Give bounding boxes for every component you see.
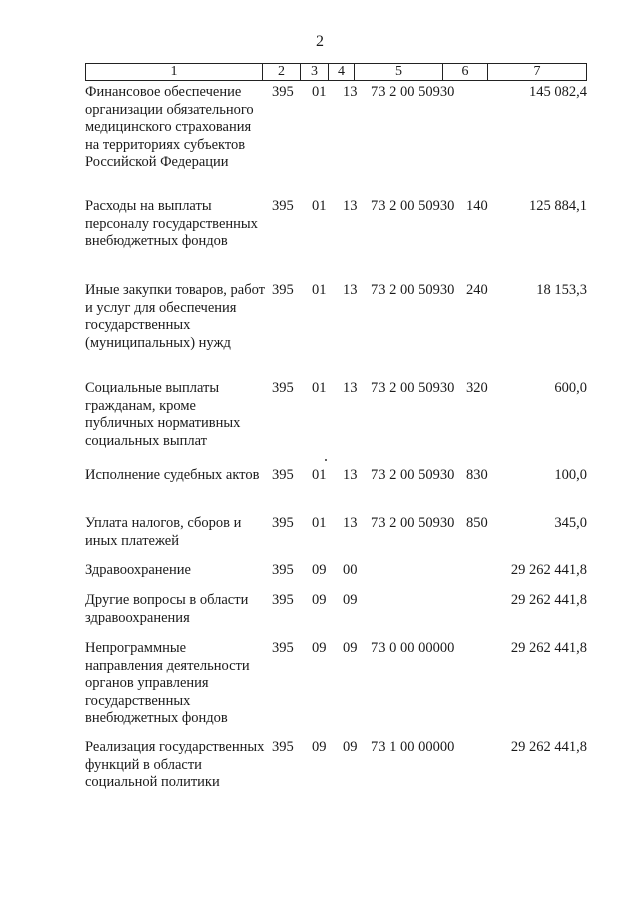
header-col-4: 4: [329, 64, 355, 80]
header-col-6: 6: [443, 64, 488, 80]
row-subsection-code: 13: [343, 84, 358, 100]
header-col-5: 5: [355, 64, 443, 80]
row-section-code: 01: [312, 282, 327, 298]
row-amount: 100,0: [554, 467, 587, 483]
row-target-item: 73 2 00 50930: [371, 467, 455, 483]
row-ministry-code: 395: [272, 282, 294, 298]
row-target-item: 73 1 00 00000: [371, 739, 455, 755]
row-subsection-code: 13: [343, 282, 358, 298]
row-target-item: 73 2 00 50930: [371, 84, 455, 100]
row-section-code: 01: [312, 467, 327, 483]
row-name: Социальные выплаты гражданам, кроме публичных нормативных социальных выплат: [85, 380, 241, 449]
row-subsection-code: 09: [343, 739, 358, 755]
row-ministry-code: 395: [272, 739, 294, 755]
row-ministry-code: 395: [272, 640, 294, 656]
row-name: Иные закупки товаров, работ и услуг для обеспечения государственных (муниципальных) нужд: [85, 282, 266, 351]
row-expense-type: 830: [466, 467, 488, 483]
row-name: Другие вопросы в области здравоохранения: [85, 592, 249, 626]
row-target-item: 73 0 00 00000: [371, 640, 455, 656]
row-ministry-code: 395: [272, 592, 294, 608]
row-section-code: 09: [312, 562, 327, 578]
row-subsection-code: 13: [343, 380, 358, 396]
row-section-code: 01: [312, 198, 327, 214]
row-amount: 18 153,3: [536, 282, 587, 298]
row-amount: 29 262 441,8: [510, 739, 587, 755]
row-ministry-code: 395: [272, 380, 294, 396]
header-col-3: 3: [301, 64, 329, 80]
row-amount: 29 262 441,8: [510, 562, 587, 578]
row-ministry-code: 395: [272, 515, 294, 531]
row-section-code: 01: [312, 380, 327, 396]
row-subsection-code: 13: [343, 198, 358, 214]
row-amount: 600,0: [554, 380, 587, 396]
row-section-code: 09: [312, 592, 327, 608]
row-amount: 29 262 441,8: [510, 592, 587, 608]
row-name: Здравоохранение: [85, 562, 191, 578]
row-ministry-code: 395: [272, 198, 294, 214]
row-target-item: 73 2 00 50930: [371, 282, 455, 298]
row-expense-type: 240: [466, 282, 488, 298]
row-target-item: 73 2 00 50930: [371, 198, 455, 214]
row-name: Непрограммные направления деятельности органов управления государственных внебюджетных фондов: [85, 640, 250, 726]
header-col-2: 2: [263, 64, 301, 80]
row-amount: 125 884,1: [529, 198, 587, 214]
row-section-code: 01: [312, 84, 327, 100]
header-col-7: 7: [533, 64, 541, 79]
stray-mark: [325, 459, 327, 461]
row-section-code: 09: [312, 640, 327, 656]
row-subsection-code: 09: [343, 640, 358, 656]
row-amount: 29 262 441,8: [510, 640, 587, 656]
page-number: 2: [316, 33, 324, 50]
row-name: Реализация государственных функций в области социальной политики: [85, 739, 265, 790]
row-name: Расходы на выплаты персоналу государственных внебюджетных фондов: [85, 198, 258, 249]
row-amount: 345,0: [554, 515, 587, 531]
row-expense-type: 320: [466, 380, 488, 396]
row-amount: 145 082,4: [529, 84, 587, 100]
row-expense-type: 850: [466, 515, 488, 531]
row-subsection-code: 13: [343, 515, 358, 531]
row-name: Исполнение судебных актов: [85, 467, 260, 483]
row-section-code: 01: [312, 515, 327, 531]
row-subsection-code: 00: [343, 562, 358, 578]
row-section-code: 09: [312, 739, 327, 755]
row-subsection-code: 09: [343, 592, 358, 608]
header-col-1: 1: [86, 64, 263, 80]
row-target-item: 73 2 00 50930: [371, 380, 455, 396]
row-target-item: 73 2 00 50930: [371, 515, 455, 531]
row-ministry-code: 395: [272, 562, 294, 578]
row-name: Финансовое обеспечение организации обязательного медицинского страхования на территориях субъектов Российской Федерации: [85, 84, 254, 170]
row-ministry-code: 395: [272, 84, 294, 100]
table-header: [85, 63, 587, 81]
row-name: Уплата налогов, сборов и иных платежей: [85, 515, 242, 549]
row-subsection-code: 13: [343, 467, 358, 483]
row-expense-type: 140: [466, 198, 488, 214]
row-ministry-code: 395: [272, 467, 294, 483]
